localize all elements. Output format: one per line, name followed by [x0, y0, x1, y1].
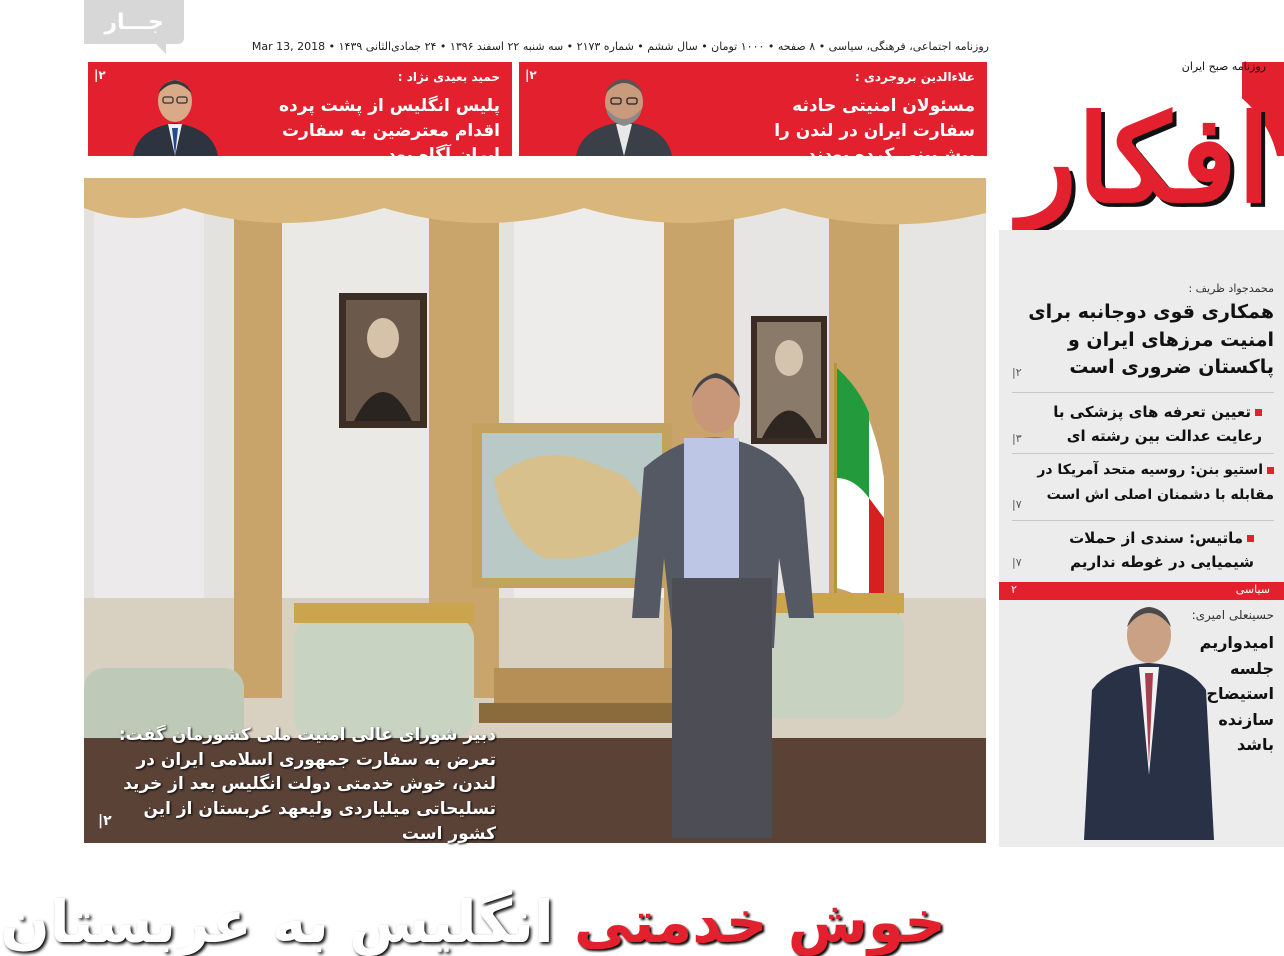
page-ref: ۷| — [1012, 498, 1022, 511]
page-ref: ۲| — [1012, 366, 1022, 379]
masthead-tagline: روزنامه صبح ایران — [1181, 60, 1266, 73]
story-person: حسینعلی امیری: — [1191, 608, 1274, 622]
section-tag: جـــار — [84, 0, 184, 44]
bullet-square-icon — [1255, 409, 1262, 416]
banner-person: حمید بعیدی نژاد : — [397, 70, 500, 84]
issue-info-line: روزنامه اجتماعی، فرهنگی، سیاسی • ۸ صفحه • ۱۰۰۰ تومان • سال ششم • شماره ۲۱۷۳ • سه شنبه ۲۲ اسفند ۱۳۹۶ • ۲۴ جمادی‌الثانی ۱۴۳۹ • Mar 13, 2018 — [251, 40, 989, 53]
right-story[interactable] — [1012, 526, 1274, 574]
portrait-photo — [128, 68, 223, 156]
page-ref: ۲| — [94, 68, 106, 82]
page-ref: ۳| — [1012, 432, 1022, 445]
portrait-photo — [1084, 595, 1214, 840]
masthead-logo: افکار — [1019, 89, 1271, 230]
page-ref: ۲| — [525, 68, 537, 82]
story-headline[interactable]: ماتیس: سندی از حملات شیمیایی در غوطه نداریم — [1069, 529, 1254, 571]
story-headline[interactable]: تعیین تعرفه های پزشکی با رعایت عدالت بین رشته ای — [1053, 403, 1262, 445]
story-headline[interactable]: همکاری قوی دوجانبه برای امنیت مرزهای ایران و پاکستان ضروری است — [1028, 301, 1274, 379]
main-headline-red: خوش خدمتی — [574, 888, 946, 956]
main-headline[interactable] — [0, 888, 946, 956]
banner-headline[interactable]: پلیس انگلیس از پشت پرده اقدام معترضین به سفارت ایران آگاه بود — [279, 96, 500, 166]
section-name: سیاسی — [1235, 583, 1270, 596]
right-story[interactable] — [1012, 400, 1274, 448]
banner-person: علاءالدین بروجردی : — [854, 70, 975, 84]
main-photo — [0, 178, 986, 956]
story-person: محمدجواد ظریف : — [1188, 282, 1274, 295]
portrait-photo — [574, 68, 674, 156]
story-headline[interactable]: استیو بنن: روسیه متحد آمریکا در مقابله با دشمنان اصلی اش است — [1037, 462, 1274, 504]
bullet-square-icon — [1267, 467, 1274, 474]
main-headline-white: انگلیس به عربستان — [0, 888, 554, 956]
banner-story-2[interactable] — [88, 62, 512, 166]
banner-headline[interactable]: مسئولان امنیتی حادثه سفارت ایران در لندن را پیش‌بینی کرده بودند — [774, 96, 975, 166]
banner-story-1[interactable] — [519, 62, 987, 166]
page-ref: ۲| — [98, 813, 112, 829]
main-lead: دبیر شورای عالی امنیت ملی کشورمان گفت: تعرض به سفارت جمهوری اسلامی ایران در لندن، خوش خدمتی دولت انگلیس بعد از خرید تسلیحاتی میلیاردی ولیعهد عربستان از این کشور است — [118, 725, 496, 844]
story-headline[interactable]: امیدواریم جلسه استیضاح سازنده باشد — [1199, 633, 1274, 755]
right-story[interactable] — [1012, 458, 1274, 511]
right-lead-story[interactable] — [1012, 282, 1274, 382]
page-ref: ۲ — [1011, 583, 1017, 596]
bullet-square-icon — [1247, 535, 1254, 542]
page-ref: ۷| — [1012, 556, 1022, 569]
right-column — [999, 230, 1284, 847]
